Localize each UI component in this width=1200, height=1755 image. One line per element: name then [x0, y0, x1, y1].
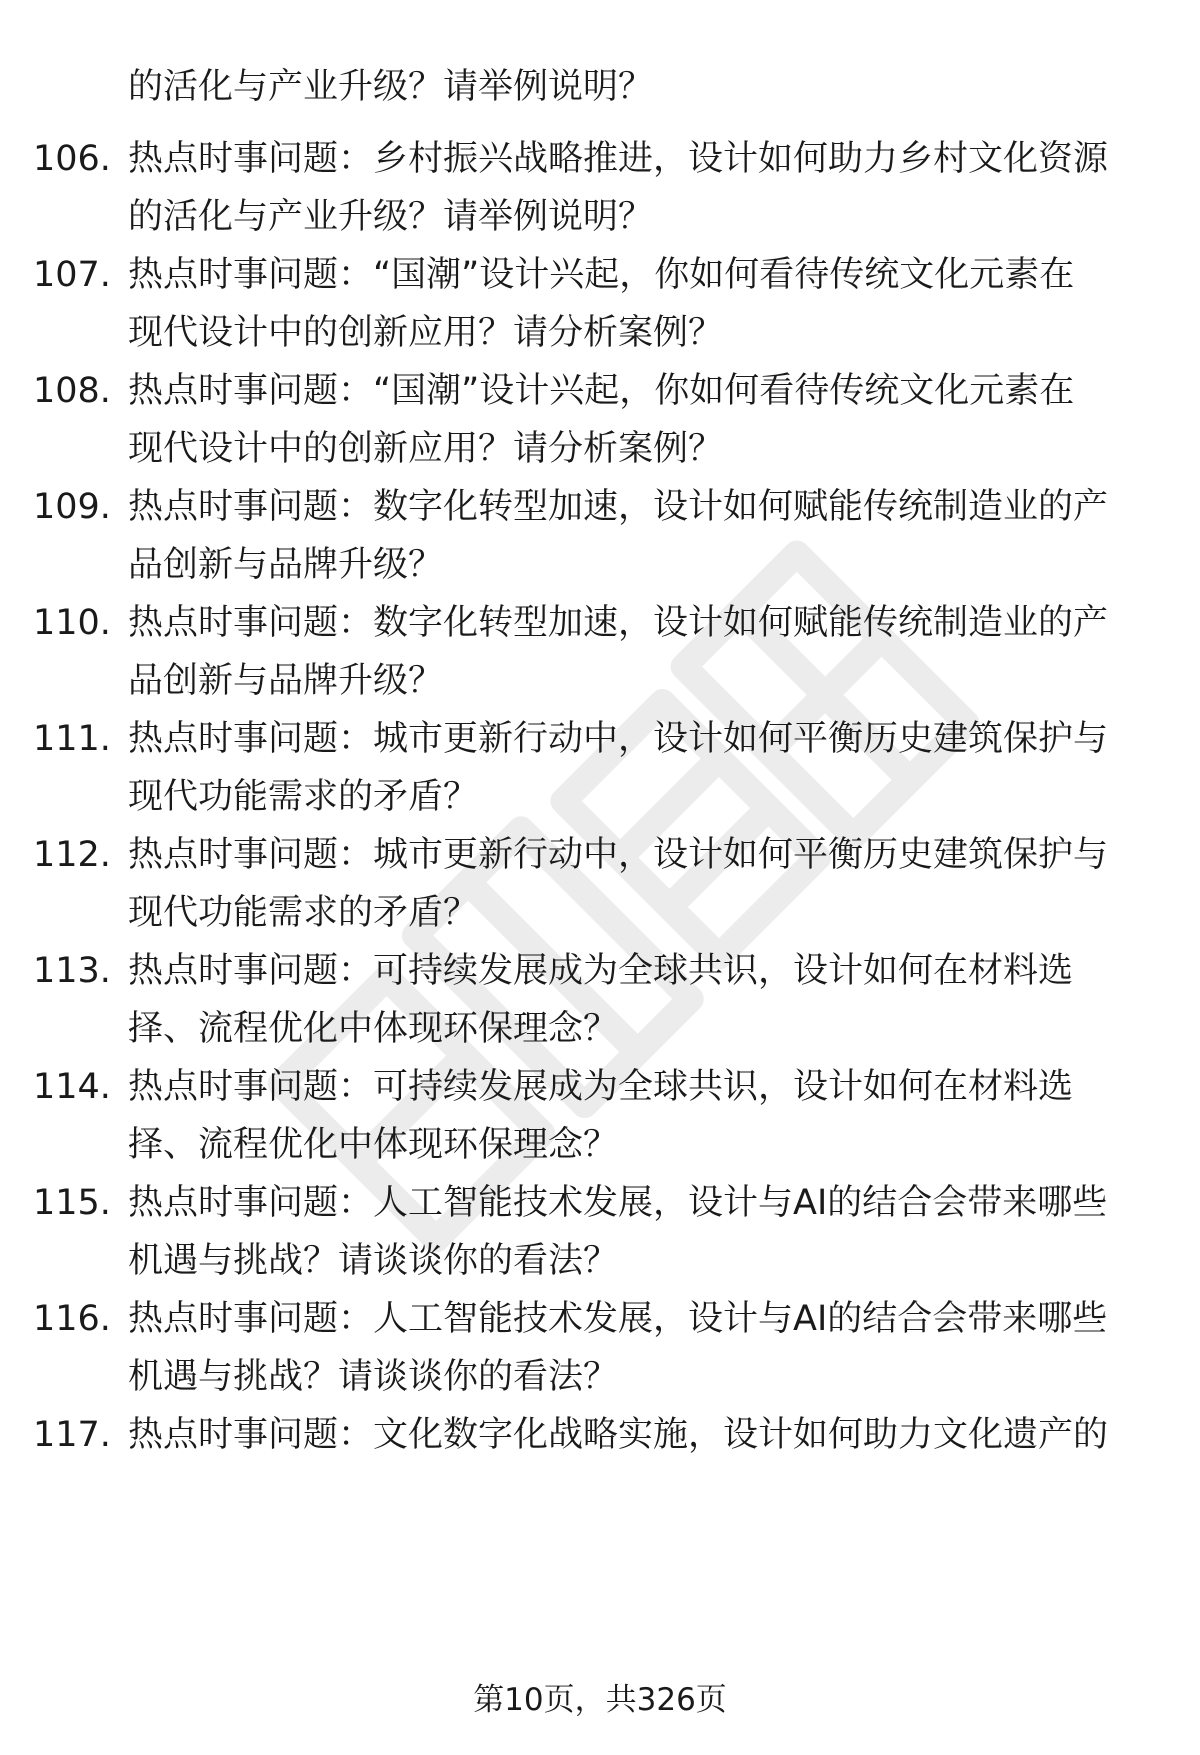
question-text-line-2: 现代设计中的创新应用？请分析案例？ [128, 429, 724, 469]
question-text-line-2: 现代功能需求的矛盾？ [128, 893, 479, 933]
question-item [0, 1290, 1200, 1406]
page-footer: 第10页，共326页 [473, 1682, 727, 1718]
question-item [0, 710, 1200, 826]
question-item [0, 1406, 1200, 1522]
question-text-line-1: 热点时事问题：可持续发展成为全球共识，设计如何在材料选 [128, 951, 1074, 991]
question-text-line-2: 的活化与产业升级？请举例说明？ [128, 197, 654, 237]
question-item [0, 1174, 1200, 1290]
question-text-line-1: 热点时事问题：“国潮”设计兴起，你如何看待传统文化元素在 [128, 371, 1075, 411]
question-text-line-1: 热点时事问题：可持续发展成为全球共识，设计如何在材料选 [128, 1067, 1074, 1107]
question-text-line-1: 热点时事问题：“国潮”设计兴起，你如何看待传统文化元素在 [128, 255, 1075, 295]
question-item [0, 594, 1200, 710]
question-text-line-2: 机遇与挑战？请谈谈你的看法？ [128, 1357, 619, 1397]
question-text-line-2: 择、流程优化中体现环保理念？ [128, 1009, 619, 1049]
question-text-line-2: 机遇与挑战？请谈谈你的看法？ [128, 1241, 619, 1281]
question-text-line-1: 热点时事问题：人工智能技术发展，设计与AI的结合会带来哪些 [128, 1183, 1108, 1223]
question-number: 113. [33, 951, 111, 991]
question-item [0, 130, 1200, 246]
question-number: 109. [33, 487, 111, 527]
question-text-line-2: 现代设计中的创新应用？请分析案例？ [128, 313, 724, 353]
question-number: 112. [33, 835, 111, 875]
question-number: 108. [33, 371, 111, 411]
question-text-line-1: 热点时事问题：城市更新行动中，设计如何平衡历史建筑保护与 [128, 719, 1109, 759]
question-number: 117. [33, 1415, 111, 1455]
question-item [0, 246, 1200, 362]
question-number: 116. [33, 1299, 111, 1339]
question-number: 110. [33, 603, 111, 643]
question-number: 114. [33, 1067, 111, 1107]
question-text-line-1: 热点时事问题：数字化转型加速，设计如何赋能传统制造业的产 [128, 487, 1109, 527]
question-item [0, 826, 1200, 942]
question-number: 106. [33, 139, 111, 179]
question-text-line-2: 择、流程优化中体现环保理念？ [128, 1125, 619, 1165]
question-text-line-2: 品创新与品牌升级？ [128, 545, 444, 585]
question-number: 115. [33, 1183, 111, 1223]
question-text-line-1: 热点时事问题：城市更新行动中，设计如何平衡历史建筑保护与 [128, 835, 1109, 875]
question-number: 107. [33, 255, 111, 295]
question-text-line-2: 品创新与品牌升级？ [128, 661, 444, 701]
continued-question-text: 的活化与产业升级？请举例说明？ [128, 67, 654, 107]
question-text-line-1: 热点时事问题：文化数字化战略实施，设计如何助力文化遗产的 [128, 1415, 1109, 1455]
question-item [0, 1058, 1200, 1174]
question-item [0, 942, 1200, 1058]
question-item [0, 362, 1200, 478]
question-item [0, 478, 1200, 594]
question-text-line-1: 热点时事问题：数字化转型加速，设计如何赋能传统制造业的产 [128, 603, 1109, 643]
question-text-line-1: 热点时事问题：乡村振兴战略推进，设计如何助力乡村文化资源 [128, 139, 1109, 179]
question-number: 111. [33, 719, 111, 759]
question-text-line-1: 热点时事问题：人工智能技术发展，设计与AI的结合会带来哪些 [128, 1299, 1108, 1339]
question-text-line-2: 现代功能需求的矛盾？ [128, 777, 479, 817]
